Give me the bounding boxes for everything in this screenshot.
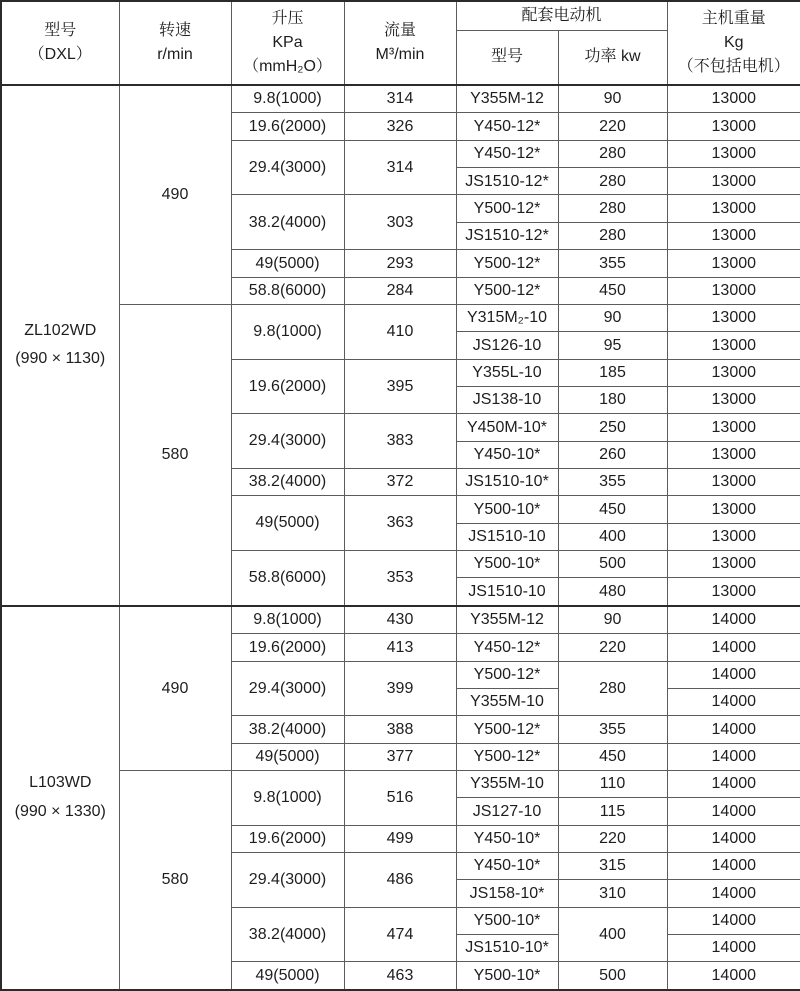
header-pressure-line3: （mmH₂O） — [243, 58, 332, 75]
weight-cell: 14000 — [667, 634, 800, 661]
pressure-cell: 58.8(6000) — [231, 550, 344, 605]
pressure-cell: 58.8(6000) — [231, 277, 344, 304]
weight-cell: 14000 — [667, 688, 800, 715]
pressure-cell: 49(5000) — [231, 962, 344, 990]
flow-cell: 474 — [344, 907, 456, 962]
motor-power-cell: 450 — [558, 496, 667, 523]
flow-cell: 314 — [344, 140, 456, 195]
pressure-cell: 38.2(4000) — [231, 716, 344, 743]
pressure-cell: 9.8(1000) — [231, 85, 344, 113]
pressure-cell: 29.4(3000) — [231, 852, 344, 907]
motor-model-cell: Y500-10* — [456, 907, 558, 934]
speed-cell: 490 — [119, 85, 231, 304]
pressure-cell: 38.2(4000) — [231, 195, 344, 250]
table-row — [1, 304, 800, 331]
model-dims: (990 × 1330) — [14, 802, 106, 820]
motor-power-cell: 90 — [558, 606, 667, 634]
motor-model-cell: Y450M-10* — [456, 414, 558, 441]
table-row — [1, 85, 800, 113]
motor-model-cell: JS138-10 — [456, 386, 558, 413]
pressure-cell: 38.2(4000) — [231, 468, 344, 495]
motor-power-cell: 260 — [558, 441, 667, 468]
motor-power-cell: 220 — [558, 634, 667, 661]
weight-cell: 13000 — [667, 414, 800, 441]
weight-cell: 13000 — [667, 113, 800, 140]
motor-model-cell: JS1510-10 — [456, 523, 558, 550]
flow-cell: 383 — [344, 414, 456, 469]
motor-power-cell: 280 — [558, 168, 667, 195]
motor-model-cell: Y355L-10 — [456, 359, 558, 386]
flow-cell: 463 — [344, 962, 456, 990]
motor-power-cell: 315 — [558, 852, 667, 879]
motor-power-cell: 450 — [558, 277, 667, 304]
motor-model-cell: JS1510-12* — [456, 222, 558, 249]
header-flow-line1: 流量 — [383, 22, 416, 39]
weight-cell: 14000 — [667, 825, 800, 852]
flow-cell: 395 — [344, 359, 456, 414]
model-dims: (990 × 1130) — [15, 350, 106, 368]
flow-cell: 430 — [344, 606, 456, 634]
header-flow-line2: M³/min — [375, 46, 425, 63]
motor-power-cell: 180 — [558, 386, 667, 413]
weight-cell: 13000 — [667, 468, 800, 495]
weight-cell: 13000 — [667, 523, 800, 550]
motor-model-cell: JS1510-10 — [456, 578, 558, 606]
motor-power-cell: 280 — [558, 195, 667, 222]
pressure-cell: 9.8(1000) — [231, 304, 344, 359]
pressure-cell: 9.8(1000) — [231, 770, 344, 825]
flow-cell: 293 — [344, 250, 456, 277]
speed-cell: 580 — [119, 770, 231, 990]
weight-cell: 13000 — [667, 250, 800, 277]
weight-cell: 13000 — [667, 496, 800, 523]
flow-cell: 413 — [344, 634, 456, 661]
motor-model-cell: JS1510-10* — [456, 934, 558, 961]
header-speed-line1: 转速 — [158, 22, 191, 39]
flow-cell: 372 — [344, 468, 456, 495]
weight-cell: 14000 — [667, 798, 800, 825]
weight-cell: 13000 — [667, 195, 800, 222]
motor-model-cell: JS158-10* — [456, 880, 558, 907]
motor-power-cell: 250 — [558, 414, 667, 441]
weight-cell: 14000 — [667, 716, 800, 743]
weight-cell: 13000 — [667, 222, 800, 249]
motor-model-cell: Y355M-12 — [456, 606, 558, 634]
motor-power-cell: 90 — [558, 304, 667, 331]
motor-power-cell: 355 — [558, 250, 667, 277]
speed-cell: 490 — [119, 606, 231, 771]
table-header — [1, 1, 800, 85]
header-row-1 — [1, 1, 800, 30]
weight-cell: 13000 — [667, 386, 800, 413]
motor-power-cell: 280 — [558, 140, 667, 167]
motor-power-cell: 115 — [558, 798, 667, 825]
pressure-cell: 29.4(3000) — [231, 140, 344, 195]
flow-cell: 410 — [344, 304, 456, 359]
pressure-cell: 38.2(4000) — [231, 907, 344, 962]
motor-power-cell: 185 — [558, 359, 667, 386]
motor-power-cell: 450 — [558, 743, 667, 770]
weight-cell: 13000 — [667, 441, 800, 468]
motor-model-cell: Y500-12* — [456, 195, 558, 222]
motor-model-cell: Y500-10* — [456, 496, 558, 523]
model-name: ZL102WD — [24, 321, 97, 339]
header-motor-power: 功率 kw — [558, 30, 667, 85]
flow-cell: 516 — [344, 770, 456, 825]
flow-cell: 363 — [344, 496, 456, 551]
header-model-line1: 型号 — [44, 22, 77, 39]
model-cell — [1, 606, 119, 990]
header-weight-line3: （不包括电机） — [677, 58, 790, 75]
speed-cell: 580 — [119, 304, 231, 605]
weight-cell: 13000 — [667, 140, 800, 167]
motor-power-cell: 310 — [558, 880, 667, 907]
motor-model-cell: Y500-12* — [456, 661, 558, 688]
header-weight-line2: Kg — [723, 34, 744, 51]
header-motor-model: 型号 — [456, 30, 558, 85]
weight-cell: 14000 — [667, 743, 800, 770]
pressure-cell: 9.8(1000) — [231, 606, 344, 634]
weight-cell: 14000 — [667, 934, 800, 961]
weight-cell: 13000 — [667, 578, 800, 606]
weight-cell: 14000 — [667, 907, 800, 934]
pressure-cell: 29.4(3000) — [231, 661, 344, 716]
weight-cell: 14000 — [667, 852, 800, 879]
weight-cell: 14000 — [667, 880, 800, 907]
pressure-cell: 19.6(2000) — [231, 825, 344, 852]
motor-power-cell: 90 — [558, 85, 667, 113]
flow-cell: 326 — [344, 113, 456, 140]
motor-power-cell: 280 — [558, 661, 667, 716]
motor-power-cell: 280 — [558, 222, 667, 249]
header-weight — [667, 1, 800, 85]
flow-cell: 399 — [344, 661, 456, 716]
flow-cell: 486 — [344, 852, 456, 907]
header-speed-line2: r/min — [157, 46, 193, 63]
motor-model-cell: Y500-12* — [456, 277, 558, 304]
header-model-line2: （DXL） — [28, 46, 92, 63]
motor-power-cell: 500 — [558, 962, 667, 990]
header-flow — [344, 1, 456, 85]
motor-model-cell: Y500-12* — [456, 250, 558, 277]
table-row — [1, 606, 800, 634]
flow-cell: 388 — [344, 716, 456, 743]
flow-cell: 314 — [344, 85, 456, 113]
pressure-cell: 19.6(2000) — [231, 359, 344, 414]
header-pressure-line2: KPa — [272, 34, 303, 51]
motor-power-cell: 355 — [558, 716, 667, 743]
motor-model-cell: Y450-12* — [456, 140, 558, 167]
motor-model-cell: Y315M₂-10 — [456, 304, 558, 331]
motor-model-cell: Y500-12* — [456, 743, 558, 770]
weight-cell: 13000 — [667, 277, 800, 304]
header-motor-group: 配套电动机 — [456, 1, 667, 30]
motor-model-cell: Y500-12* — [456, 716, 558, 743]
weight-cell: 14000 — [667, 606, 800, 634]
header-pressure-line1: 升压 — [271, 10, 304, 27]
pressure-cell: 29.4(3000) — [231, 414, 344, 469]
pressure-cell: 49(5000) — [231, 743, 344, 770]
motor-model-cell: Y450-12* — [456, 113, 558, 140]
table-body — [1, 85, 800, 990]
motor-power-cell: 400 — [558, 907, 667, 962]
motor-power-cell: 500 — [558, 550, 667, 577]
weight-cell: 14000 — [667, 962, 800, 990]
weight-cell: 13000 — [667, 168, 800, 195]
pressure-cell: 49(5000) — [231, 496, 344, 551]
weight-cell: 13000 — [667, 550, 800, 577]
flow-cell: 284 — [344, 277, 456, 304]
weight-cell: 13000 — [667, 359, 800, 386]
weight-cell: 13000 — [667, 332, 800, 359]
flow-cell: 353 — [344, 550, 456, 605]
weight-cell: 14000 — [667, 770, 800, 797]
motor-model-cell: JS1510-12* — [456, 168, 558, 195]
weight-cell: 14000 — [667, 661, 800, 688]
motor-power-cell: 220 — [558, 113, 667, 140]
motor-power-cell: 95 — [558, 332, 667, 359]
motor-power-cell: 220 — [558, 825, 667, 852]
flow-cell: 377 — [344, 743, 456, 770]
motor-model-cell: JS126-10 — [456, 332, 558, 359]
model-name: L103WD — [29, 774, 92, 792]
flow-cell: 303 — [344, 195, 456, 250]
motor-model-cell: Y355M-10 — [456, 688, 558, 715]
pressure-cell: 49(5000) — [231, 250, 344, 277]
motor-model-cell: Y355M-12 — [456, 85, 558, 113]
header-model — [1, 1, 119, 85]
table-row — [1, 770, 800, 797]
motor-power-cell: 110 — [558, 770, 667, 797]
motor-power-cell: 355 — [558, 468, 667, 495]
motor-power-cell: 480 — [558, 578, 667, 606]
motor-model-cell: JS127-10 — [456, 798, 558, 825]
header-pressure — [231, 1, 344, 85]
header-weight-line1: 主机重量 — [701, 10, 766, 27]
motor-model-cell: Y500-10* — [456, 962, 558, 990]
motor-model-cell: Y450-10* — [456, 441, 558, 468]
motor-model-cell: Y500-10* — [456, 550, 558, 577]
motor-model-cell: Y355M-10 — [456, 770, 558, 797]
weight-cell: 13000 — [667, 85, 800, 113]
motor-model-cell: JS1510-10* — [456, 468, 558, 495]
motor-model-cell: Y450-12* — [456, 634, 558, 661]
motor-model-cell: Y450-10* — [456, 852, 558, 879]
motor-model-cell: Y450-10* — [456, 825, 558, 852]
header-speed — [119, 1, 231, 85]
model-cell — [1, 85, 119, 606]
pressure-cell: 19.6(2000) — [231, 634, 344, 661]
flow-cell: 499 — [344, 825, 456, 852]
motor-power-cell: 400 — [558, 523, 667, 550]
weight-cell: 13000 — [667, 304, 800, 331]
pressure-cell: 19.6(2000) — [231, 113, 344, 140]
